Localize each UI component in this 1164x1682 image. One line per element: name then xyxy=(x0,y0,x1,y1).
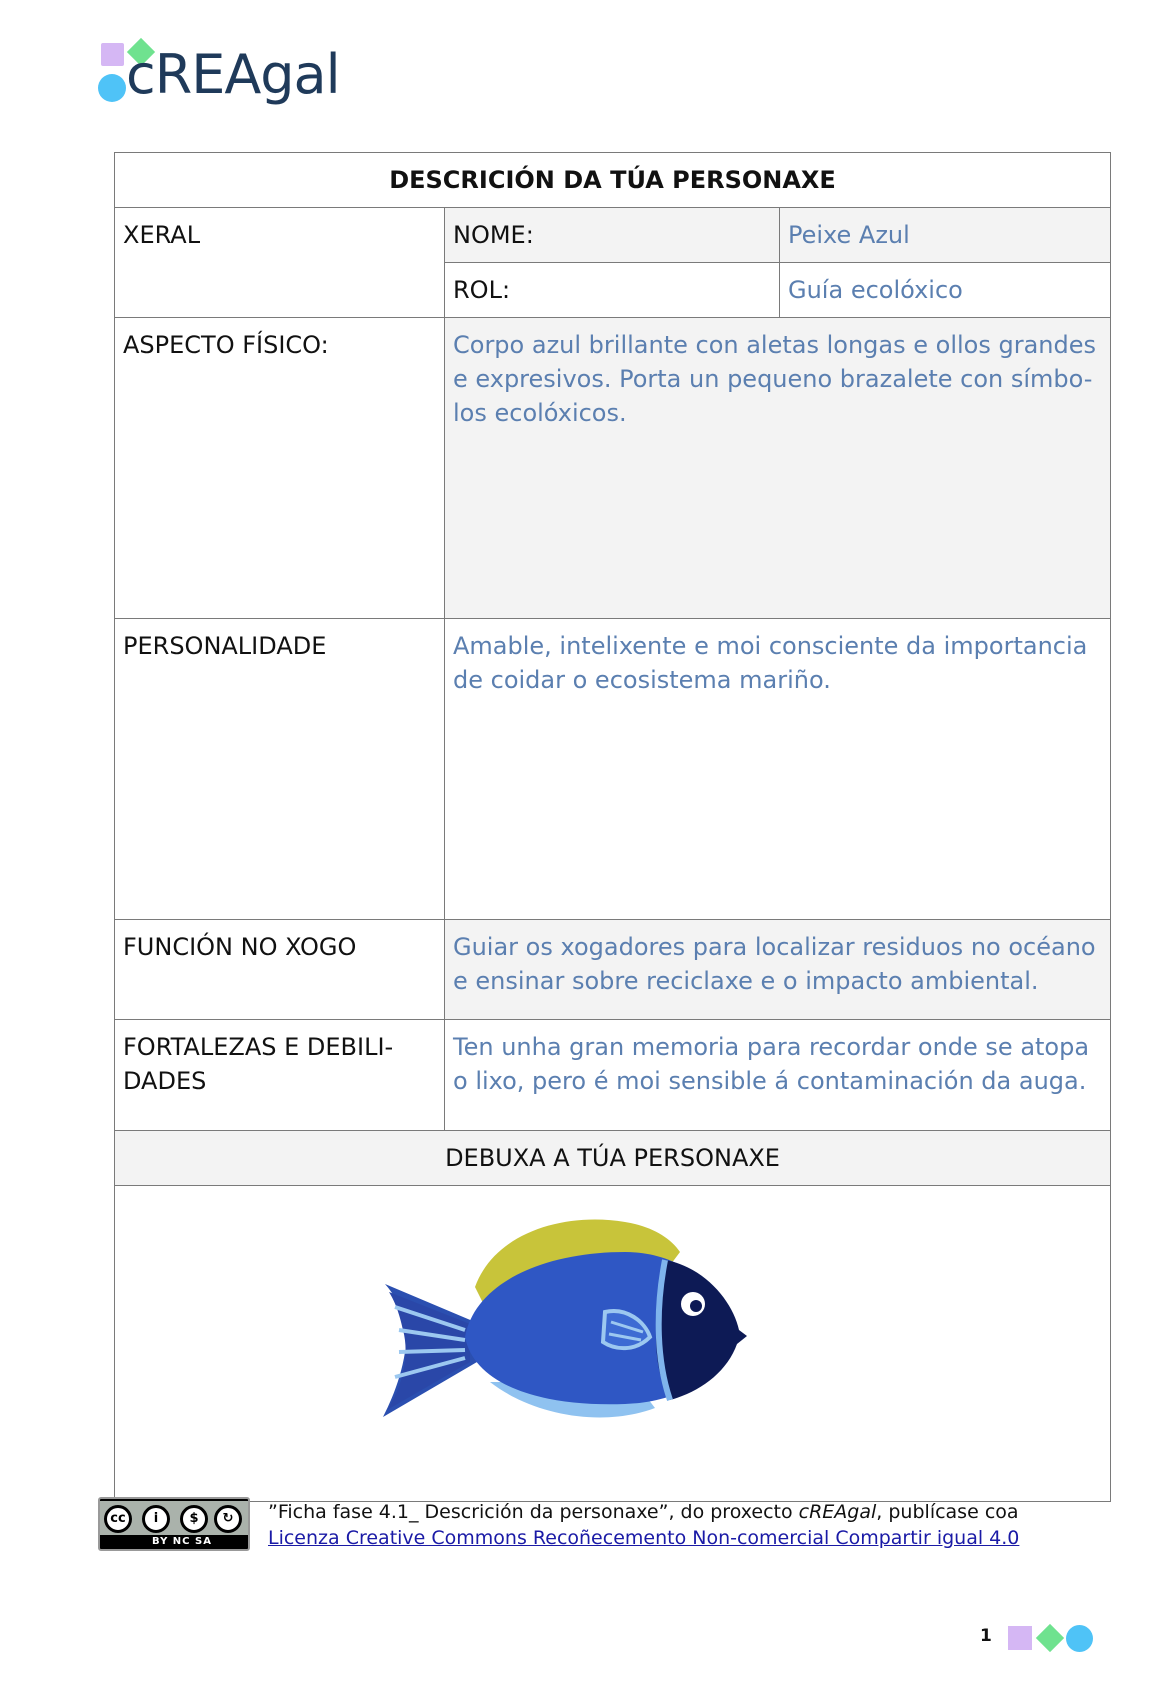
drawing-area xyxy=(115,1186,1111,1502)
license-text: ”Ficha fase 4.1_ Descrición da personaxe”, do proxecto cREAgal, publícase coa Licenza Creative Commons Recoñecemento Non-comercial Compartir igual 4.0 xyxy=(268,1501,1020,1549)
cc-badge-tags: BY NC SA xyxy=(152,1536,212,1547)
game-function-value: Guiar os xogadores para localizar residuos no océano e ensinar sobre reciclaxe e o impacto ambiental. xyxy=(445,920,1111,1020)
page-footer xyxy=(980,1622,1100,1652)
personality-value: Amable, intelixente e moi consciente da importancia de coidar o ecosistema mariño. xyxy=(445,619,1111,920)
non-commercial-icon: $ xyxy=(180,1505,208,1533)
license-notice xyxy=(98,1497,1098,1557)
share-alike-icon: ↻ xyxy=(214,1505,242,1533)
logo-wordmark: cREAgal xyxy=(126,43,340,106)
sheet-title: DESCRICIÓN DA TÚA PERSONAXE xyxy=(115,153,1111,208)
personality-label: PERSONALIDADE xyxy=(115,619,445,920)
page-number: 1 xyxy=(980,1626,992,1646)
attribution-icon: i xyxy=(142,1505,170,1533)
character-sheet-table xyxy=(114,152,1111,1502)
name-value: Peixe Azul xyxy=(780,208,1111,263)
strengths-label: FORTALEZAS E DEBILI-DADES xyxy=(115,1020,445,1131)
logo-circle-icon xyxy=(98,74,126,102)
cc-icon: cc xyxy=(104,1505,132,1533)
cc-license-badge[interactable] xyxy=(98,1497,250,1551)
game-function-label: FUNCIÓN NO XOGO xyxy=(115,920,445,1020)
appearance-label: ASPECTO FÍSICO: xyxy=(115,318,445,619)
blue-fish-drawing xyxy=(365,1212,765,1442)
project-name: cREAgal xyxy=(798,1501,877,1523)
strengths-value: Ten unha gran memoria para recordar onde se atopa o lixo, pero é moi sensible á contaminación da auga. xyxy=(445,1020,1111,1131)
role-value: Guía ecolóxico xyxy=(780,263,1111,318)
logo-square-icon xyxy=(101,43,124,66)
role-label: ROL: xyxy=(445,263,780,318)
drawing-label: DEBUXA A TÚA PERSONAXE xyxy=(115,1131,1111,1186)
footer-square-icon xyxy=(1008,1626,1032,1650)
license-link[interactable]: Licenza Creative Commons Recoñecemento Non-comercial Compartir igual 4.0 xyxy=(268,1527,1020,1549)
brand-logo xyxy=(98,38,358,118)
footer-circle-icon xyxy=(1066,1625,1093,1652)
footer-diamond-icon xyxy=(1036,1624,1064,1652)
general-label: XERAL xyxy=(115,208,445,318)
appearance-value: Corpo azul brillante con aletas longas e ollos grandes e expresivos. Porta un pequeno brazalete con símbo-los ecolóxicos. xyxy=(445,318,1111,619)
name-label: NOME: xyxy=(445,208,780,263)
